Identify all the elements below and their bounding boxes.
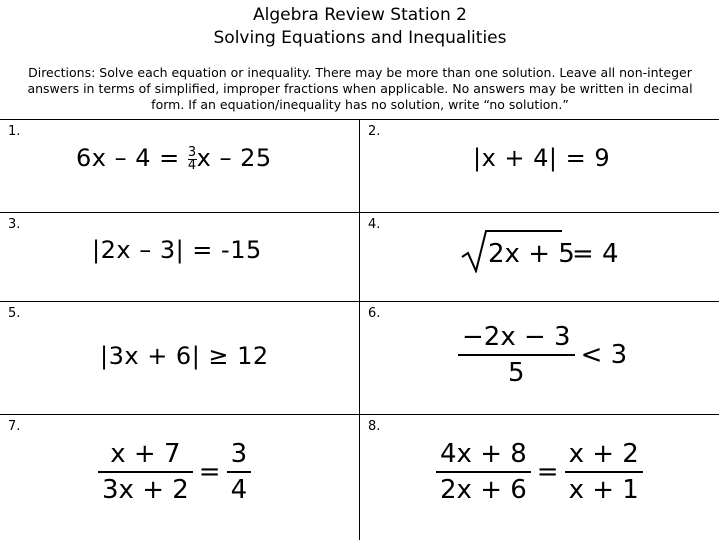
problem-1-frac-den: 4: [187, 157, 197, 173]
problem-cell-4: [360, 213, 719, 301]
problem-4-sqrt-equation: [460, 227, 630, 273]
problem-number: 6.: [368, 306, 381, 321]
problem-number: 1.: [8, 124, 21, 139]
problem-7-right-denominator: 4: [230, 475, 248, 505]
problem-8-equals: =: [536, 457, 559, 487]
directions-line-3: form. If an equation/inequality has no solution, write “no solution.”: [151, 97, 569, 112]
problem-8-left-numerator: 4x + 8: [436, 437, 531, 473]
problem-cell-6: [360, 302, 719, 414]
problem-cell-1: [0, 120, 359, 212]
title-line-2: Solving Equations and Inequalities: [213, 28, 507, 48]
problem-number: 2.: [368, 124, 381, 139]
problem-4-rhs: = 4: [572, 239, 619, 269]
problem-number: 5.: [8, 306, 21, 321]
problem-7-left-denominator: 3x + 2: [102, 475, 189, 505]
problem-number: 7.: [8, 419, 21, 434]
problem-cell-7: [0, 415, 359, 539]
problem-7-right-fraction: [227, 437, 252, 507]
problem-8-equation: [436, 437, 643, 507]
problem-cell-5: [0, 302, 359, 414]
problem-cell-3: [0, 213, 359, 301]
problem-1-rhs: x – 25: [196, 144, 272, 172]
directions-line-2: answers in terms of simplified, improper fractions when applicable. No answers may be written in decimal: [27, 81, 693, 96]
problem-6-fraction: [458, 320, 575, 390]
problem-7-equation: [98, 437, 251, 507]
problem-8-right-denominator: x + 1: [568, 475, 639, 505]
problem-3-equation: |2x – 3| = -15: [92, 236, 262, 264]
problem-7-equals: =: [198, 457, 221, 487]
problem-8-right-fraction: [565, 437, 643, 507]
problem-8-right-numerator: x + 2: [565, 437, 643, 473]
problem-6-inequality: [458, 320, 633, 390]
problem-cell-2: [360, 120, 719, 212]
problem-6-rhs: < 3: [580, 340, 628, 370]
directions: [8, 65, 712, 113]
problem-2-equation: |x + 4| = 9: [473, 144, 611, 172]
problem-8-left-fraction: [436, 437, 531, 507]
problem-number: 8.: [368, 419, 381, 434]
problem-7-left-numerator: x + 7: [98, 437, 193, 473]
problem-grid: [0, 119, 719, 540]
problem-7-left-fraction: [98, 437, 193, 507]
problem-8-left-denominator: 2x + 6: [440, 475, 527, 505]
column-divider: [359, 120, 360, 540]
directions-line-1: Directions: Solve each equation or inequality. There may be more than one solution. Leave all non-integer: [28, 65, 692, 80]
problem-4-radicand: 2x + 5: [488, 239, 575, 269]
problem-cell-8: [360, 415, 719, 539]
problem-number: 3.: [8, 217, 21, 232]
problem-6-numerator: −2x − 3: [458, 320, 575, 356]
problem-7-right-numerator: 3: [227, 437, 252, 473]
title-line-1: Algebra Review Station 2: [253, 5, 467, 25]
problem-5-inequality: |3x + 6| ≥ 12: [100, 342, 269, 370]
problem-1-frac-num: 3: [187, 144, 197, 160]
header: [0, 4, 720, 50]
problem-1-fraction: [187, 144, 197, 173]
problem-1-lhs: 6x – 4 =: [76, 144, 188, 172]
problem-number: 4.: [368, 217, 381, 232]
problem-1-equation: [76, 144, 272, 172]
problem-6-denominator: 5: [508, 358, 525, 388]
